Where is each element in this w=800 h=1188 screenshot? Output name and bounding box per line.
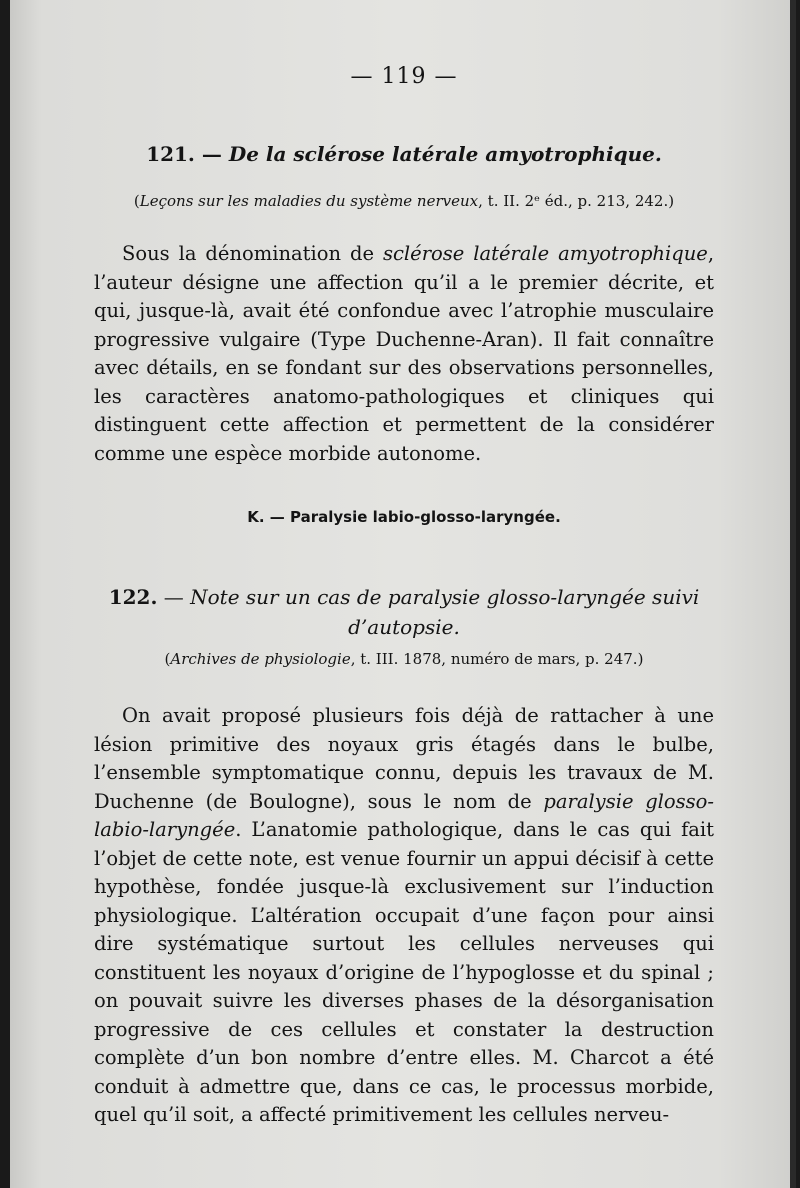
section-122-title: Note sur un cas de paralysie glosso-laryngée suivi d’autopsie. bbox=[190, 585, 700, 639]
ref-122-rest: , t. III. 1878, numéro de mars, p. 247.) bbox=[350, 650, 644, 668]
ref-121-title: Leçons sur les maladies du système nerveux bbox=[139, 192, 479, 210]
section-122-number: 122. bbox=[108, 585, 158, 609]
section-122-dash: — bbox=[157, 585, 191, 609]
p121-italic: sclérose latérale amyotrophique bbox=[382, 242, 708, 265]
page-edge bbox=[790, 0, 796, 1188]
p121-text-a: Sous la dénomination de bbox=[122, 242, 383, 265]
ref-121-open: ( bbox=[133, 192, 140, 210]
p122-text-a: On avait proposé plusieurs fois déjà de rattacher à une lésion primitive des noyaux gris étagés dans le bulbe, l’ensemble symptomatique connu, depuis les travaux de M. Duchenne (de Boulogne), sous le nom de bbox=[94, 704, 714, 813]
section-121-number: 121. bbox=[146, 142, 195, 166]
section-121-paragraph bbox=[94, 240, 714, 468]
p122-italic: paralysie glosso-labio-laryngée bbox=[94, 789, 714, 841]
section-121-heading bbox=[94, 142, 714, 166]
p122-text-b: . L’anatomie pathologique, dans le cas qui fait l’objet de cette note, est venue fournir un appui décisif à cette hypothèse, fondée jusque-là exclusivement sur l’induction physiologique. L’altération occupait d’une façon pour ainsi dire systématique surtout les cellules nerveuses qui constituent les noyaux d’origine de l’hypoglosse et du spinal ; on pouvait suivre les diverses phases de la désorganisation progressive de ces cellules et constater la destruction complète d’un bon nombre d’entre elles. M. Charcot a été conduit à admettre que, dans ce cas, le processus morbide, quel qu’il soit, a affecté primitivement les cellules nerveu- bbox=[94, 818, 714, 1126]
page-number: — 119 — bbox=[350, 64, 458, 89]
p121-text-b: , l’auteur désigne une affection qu’il a le premier décrite, et qui, jusque-là, avait été confondue avec l’atrophie musculaire progressive vulgaire (Type Duchenne-Aran). Il fait connaître avec détails, en se fondant sur des observations personnelles, les caractères anatomo-pathologiques et cliniques qui distinguent cette affection et permettent de la considérer comme une espèce morbide autonome. bbox=[94, 242, 715, 465]
section-122-paragraph bbox=[94, 702, 714, 1130]
section-k-heading: K. — Paralysie labio-glosso-laryngée. bbox=[247, 508, 561, 526]
ref-121-rest: , t. II. 2ᵉ éd., p. 213, 242.) bbox=[478, 192, 675, 210]
section-121-title: De la sclérose latérale amyotrophique. bbox=[228, 142, 662, 166]
ref-122-open: ( bbox=[164, 650, 171, 668]
section-122-reference bbox=[94, 650, 714, 668]
section-122-heading bbox=[94, 582, 714, 642]
book-page bbox=[10, 0, 796, 1188]
section-121-dash: — bbox=[194, 142, 229, 166]
ref-122-title: Archives de physiologie bbox=[170, 650, 351, 668]
section-121-reference bbox=[94, 192, 714, 210]
